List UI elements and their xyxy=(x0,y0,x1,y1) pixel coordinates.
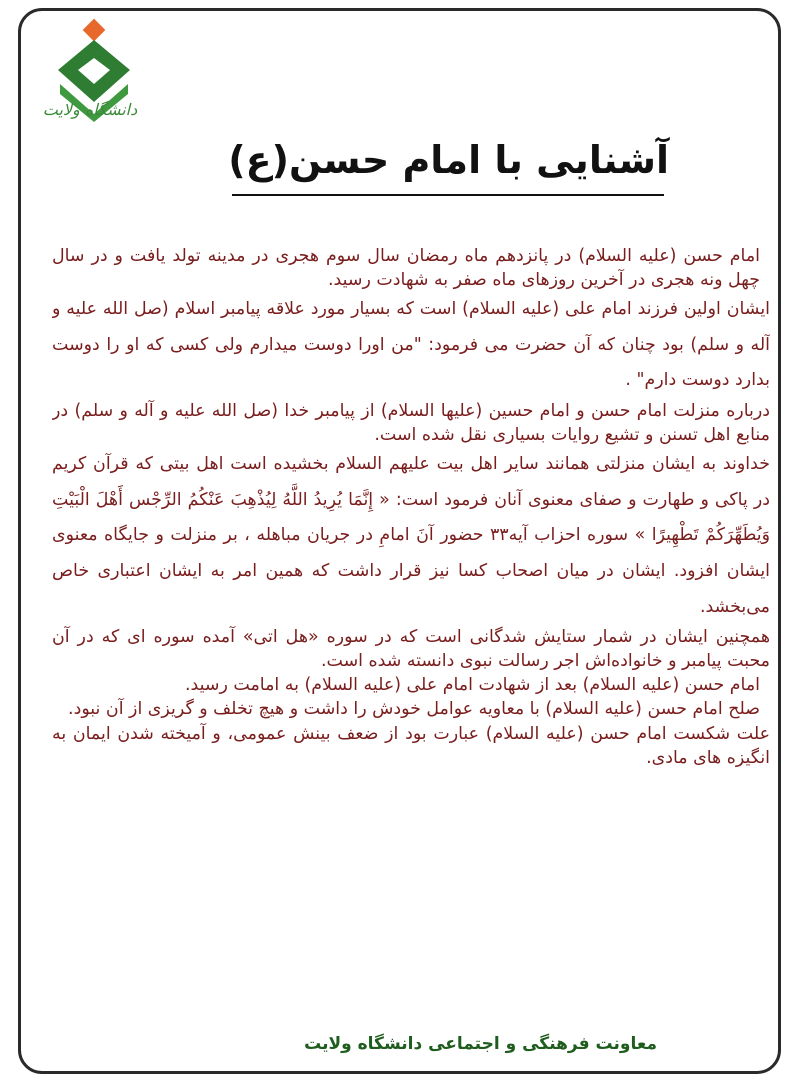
article-body xyxy=(52,244,770,974)
logo-orange-square xyxy=(83,19,106,42)
paragraph-birth: امام حسن (علیه السلام) در پانزدهم ماه رمضان سال سوم هجری در مدینه تولد یافت و در سال چهل ونه هجری در آخرین روزهای ماه صفر به شهادت رسید. xyxy=(52,246,760,291)
paragraph-defeat: علت شکست امام حسن (علیه السلام) عبارت بود از ضعف بینش عمومی، و آمیخته شدن ایمان به انگیزه های مادی. xyxy=(52,723,770,768)
paragraph-first-son: ایشان اولین فرزند امام علی (علیه السلام) است که بسیار مورد علاقه پیامبر اسلام (صل الله علیه و آله و سلم) بود چنان که آن حضرت می فرمود: "من اورا دوست میدارم ولی کسی که او را دوست بدارد دوست دارم" . xyxy=(52,299,770,391)
logo-text: دانشگاه ولایت xyxy=(42,100,138,119)
paragraph-verse: خداوند به ایشان منزلتی همانند سایر اهل بیت علیهم السلام بخشیده است اهل بیتی که قرآن کریم در پاکی و طهارت و صفای معنوی آنان فرمود است: « إِنَّمَا یُرِیدُ اللَّهُ لِیُذْهِبَ عَنْکُمُ الرِّجْس أَهْلَ الْبَیْتِ وَیُطَهِّرَکُمْ تَطْهِیرًا » سوره احزاب آیه۳۳ حضور آنَ امامِ در جریان مباهله ، بر منزلت و جایگاه معنوی ایشان افزود. ایشان در میان اصحاب کسا نیز قرار داشت که همین امر به ایشان اعتباری خاص می‌بخشد. xyxy=(52,454,770,617)
page-title: آشنایی با امام حسن(ع) xyxy=(228,138,669,182)
paragraph-surah: همچنین ایشان در شمار ستایش شدگانی است که در سوره «هل اتی» آمده سوره ای که در آن محبت پیامبر و خانواده‌اش اجر رسالت نبوی دانسته شده است. xyxy=(52,627,770,672)
footer-credit: معاونت فرهنگی و اجتماعی دانشگاه ولایت xyxy=(304,1034,657,1054)
title-underline xyxy=(232,194,664,196)
paragraph-peace: صلح امام حسن (علیه السلام) با معاویه عوامل خودش را داشت و هیچ تخلف و گریزی از آن نبود. xyxy=(68,699,760,720)
paragraph-imamate: امام حسن (علیه السلام) بعد از شهادت امام علی (علیه السلام) به امامت رسید. xyxy=(184,675,760,696)
paragraph-status: درباره منزلت امام حسن و امام حسین (علیها السلام) از پیامبر خدا (صل الله علیه و آله و سلم) در منابع اهل تسنن و تشیع روایات بسیاری نقل شده است. xyxy=(52,401,770,446)
